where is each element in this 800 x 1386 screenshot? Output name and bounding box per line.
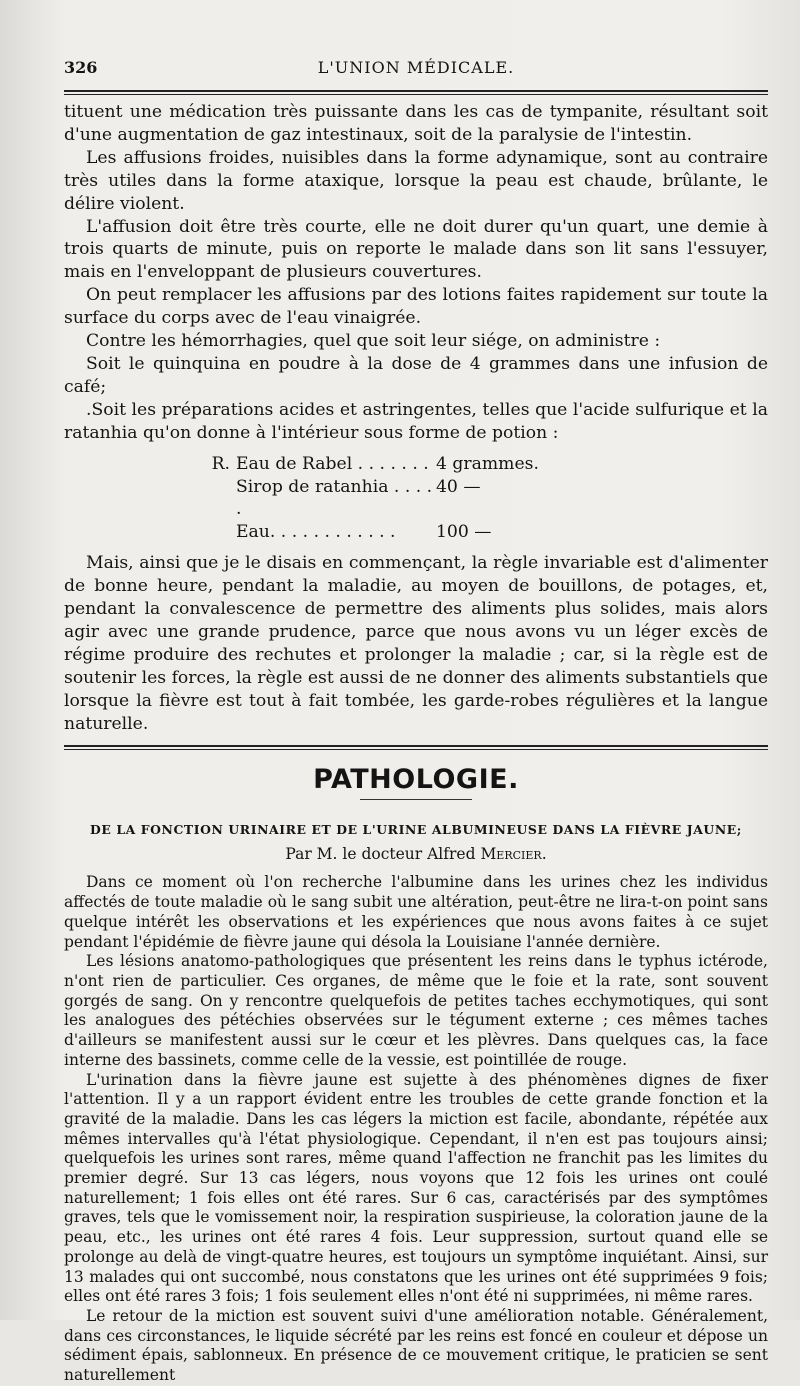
paragraph: Le retour de la miction est souvent suivi d'une amélioration notable. Généralement, dans ces circonstances, le liquide sécrété par les reins est foncé en couleur et dépose un sédiment épais, sablonneux. En présence de ce mouvement critique, le praticien se sent naturellement [64, 1306, 768, 1385]
ingredient-name: Eau de Rabel . . . . . . . [236, 453, 429, 474]
prescription-formula [64, 453, 768, 545]
heading-underline [360, 799, 472, 800]
header-rule-thin [64, 94, 768, 95]
author-name: Mercier. [480, 845, 547, 864]
formula-row [64, 453, 768, 476]
article-byline [64, 845, 768, 863]
paragraph: Contre les hémorrhagies, quel que soit leur siége, on administre : [86, 331, 661, 352]
ingredient-quantity: 100 — [436, 522, 492, 543]
paragraph: Mais, ainsi que je le disais en commençant, la règle invariable est d'alimenter de bonne heure, pendant la maladie, au moyen de bouillons, de potages, et, pendant la convalescence de permettre des aliments plus solides, mais alors agir avec une grande prudence, parce que nous avons vu un léger excès de régime produire des rechutes et prolonger la maladie ; car, si la règle est de soutenir les forces, la règle est aussi de ne donner des aliments substantiels que lorsque la fièvre est tout à fait tombée, les garde-robes régulières et la langue naturelle. [64, 553, 768, 734]
article-title: DE LA FONCTION URINAIRE ET DE L'URINE ALBUMINEUSE DANS LA FIÈVRE JAUNE; [90, 822, 742, 838]
header-rule [64, 90, 768, 92]
byline-prefix: Par M. le docteur Alfred [285, 845, 476, 864]
page-header [64, 52, 768, 76]
ingredient-name: Sirop de ratanhia . . . . . [236, 476, 433, 520]
section-divider-thin [64, 749, 768, 750]
ingredient-quantity: 40 — [436, 476, 481, 497]
paragraph: L'affusion doit être très courte, elle ne doit durer qu'un quart, une demie à trois quarts de minute, puis on reporte le malade dans son lit sans l'essuyer, mais en l'enveloppant de plusieurs couvertures. [64, 216, 768, 283]
ingredient-name: Eau. . . . . . . . . . . . [236, 522, 396, 543]
paragraph: .Soit les préparations acides et astringentes, telles que l'acide sulfurique et la ratanhia qu'on donne à l'intérieur sous forme de potion : [64, 399, 768, 443]
recipe-symbol: R. [211, 453, 230, 474]
paragraph: Soit le quinquina en poudre à la dose de 4 grammes dans une infusion de café; [64, 353, 768, 397]
article-body [64, 873, 768, 1385]
formula-row [64, 521, 768, 544]
paragraph: tituent une médication très puissante dans les cas de tympanite, résultant soit d'une augmentation de gaz intestinaux, soit de la paralysie de l'intestin. [64, 102, 768, 145]
paragraph: Dans ce moment où l'on recherche l'albumine dans les urines chez les individus affectés de toute maladie où le sang subit une altération, peut-être ne lira-t-on point sans quelque intérêt les observations et les expériences que nous avons faites à ce sujet pendant l'épidémie de fièvre jaune qui désola la Louisiane l'année dernière. [64, 873, 768, 951]
formula-row [64, 476, 768, 522]
paragraph: Les lésions anatomo-pathologiques que présentent les reins dans le typhus ictérode, n'ont rien de particulier. Ces organes, de même que le foie et la rate, sont souvent gorgés de sang. On y rencontre quelquefois de petites taches ecchymotiques, qui sont les analogues des pétéchies observées sur le tégument externe ; ces mêmes taches d'ailleurs se manifestent aussi sur le cœur et les plèvres. Dans quelques cas, la face interne des bassinets, comme celle de la vessie, est pointillée de rouge. [64, 952, 768, 1069]
running-title: L'UNION MÉDICALE. [317, 58, 515, 77]
section-heading: PATHOLOGIE. [313, 764, 519, 796]
therapy-text [64, 101, 768, 735]
ingredient-quantity: 4 grammes. [436, 453, 539, 474]
paragraph: Les affusions froides, nuisibles dans la forme adynamique, sont au contraire très utiles dans la forme ataxique, lorsque la peau est chaude, brûlante, le délire violent. [64, 147, 768, 214]
paragraph: L'urination dans la fièvre jaune est sujette à des phénomènes dignes de fixer l'attention. Il y a un rapport évident entre les troubles de cette grande fonction et la gravité de la maladie. Dans les cas légers la miction est facile, abondante, répétée aux mêmes intervalles qu'à l'état physiologique. Cependant, il n'en est pas toujours ainsi; quelquefois les urines sont rares, même quand l'affection ne franchit pas les limites du premier degré. Sur 13 cas légers, nous voyons que 12 fois les urines ont coulé naturellement; 1 fois elles ont été rares. Sur 6 cas, caractérisés par des symptômes graves, tels que le vomissement noir, la respiration suspirieuse, la coloration jaune de la peau, etc., les urines ont été rares 4 fois. Leur suppression, surtout quand elle se prolonge au delà de vingt-quatre heures, est toujours un symptôme inquiétant. Ainsi, sur 13 malades qui ont succombé, nous constatons que les urines ont été supprimées 9 fois; elles ont été rares 3 fois; 1 fois seulement elles n'ont été ni supprimées, ni même rares. [64, 1070, 768, 1306]
section-divider [64, 745, 768, 747]
paragraph: On peut remplacer les affusions par des lotions faites rapidement sur toute la surface du corps avec de l'eau vinaigrée. [64, 285, 768, 329]
page-number: 326 [64, 58, 98, 77]
